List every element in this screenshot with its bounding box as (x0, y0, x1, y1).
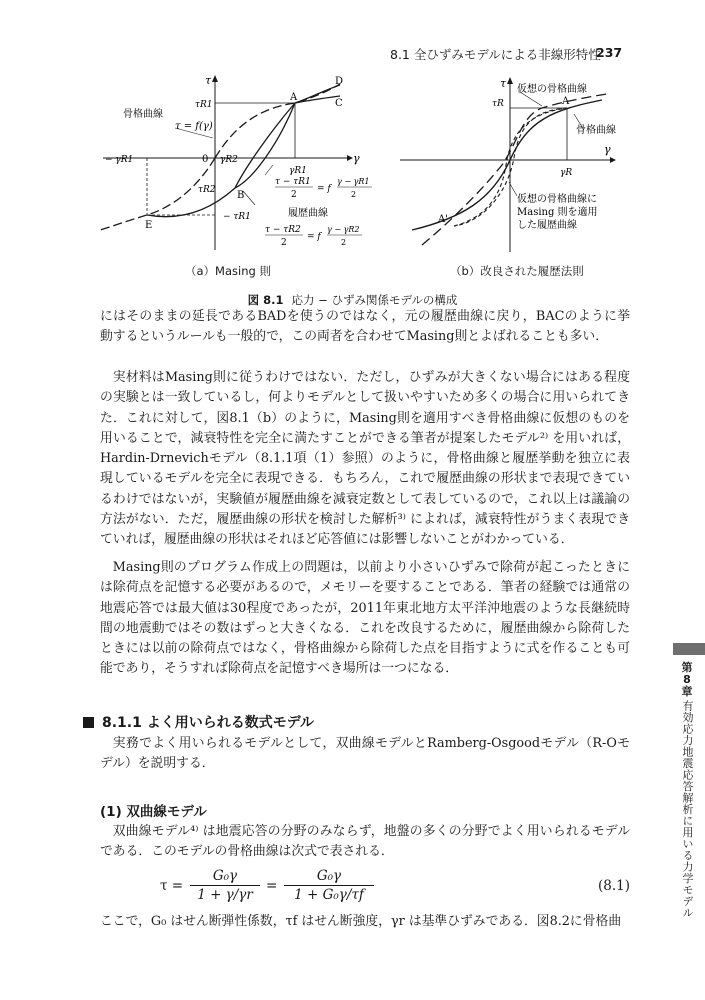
running-head-section: 8.1 全ひずみモデルによる非線形特性 (390, 47, 601, 62)
curve-AC (295, 96, 340, 103)
label-point-A: A (290, 92, 298, 103)
curve-AD (295, 85, 340, 103)
y-axis-arrow (507, 77, 513, 84)
equation-fraction-1 (190, 868, 260, 904)
eq2-equals-f: = f (307, 232, 321, 242)
eq1-denominator: 2 (291, 190, 297, 200)
paragraph-1: にはそのままの延長であるBADを使うのではなく，元の履歴曲線に戻り，BACのように挙動するというルールも一般的で，この両者を合わせてMasing則とよばれることも多い． (100, 309, 630, 345)
caption-panel-b: （b）改良された履歴法則 (450, 264, 584, 278)
page-number: 237 (596, 45, 623, 60)
fraction-2-denominator: 1 + G₀γ/τf (284, 885, 374, 904)
chapter-title: 有効応力地震応答解析に用いる力学モデル (681, 700, 694, 919)
chapter-number: 第8章 (681, 661, 693, 698)
label-origin: 0 (202, 154, 209, 165)
virtual-skeleton-curve (422, 94, 607, 245)
caption-panel-a: （a）Masing 則 (185, 264, 271, 278)
label-skeleton-eq: τ = f(γ) (175, 121, 213, 132)
section-title: 8.1.1 よく用いられる数式モデル (102, 715, 315, 731)
eq2-numerator: τ − τR2 (265, 225, 301, 235)
paragraph-3: Masing則のプログラム作成上の問題は，以前より小さいひずみで除荷が起こったときには除荷点を記憶する必要があるので，メモリーを要することである．筆者の経験では通常の地震応答では最大値は30程度であったが，2011年東北地方太平洋沖地震のような長継続時間の地震動ではその数はずっと大きくなる．これを改良するために，履歴曲線から除荷したときには以前の除荷点ではなく，骨格曲線から除荷した点を目指すように式を作ることも可能であり，そうすれば除荷点を記憶すべき場所は一つになる． (100, 560, 630, 677)
equation-fraction-2 (284, 868, 374, 904)
fraction-1-numerator: G₀γ (212, 868, 238, 884)
annotation-line-2: Masing 則を適用 (517, 207, 598, 218)
label-tau-r1: τR1 (195, 100, 213, 110)
eq2-denominator: 2 (281, 238, 287, 248)
leader-eq1 (265, 165, 273, 175)
figure-panel-a (85, 70, 375, 255)
label-skeleton: 骨格曲線 (123, 109, 163, 120)
paragraph-6: ここで，G₀ はせん断弾性係数，τf はせん断強度，γr は基準ひずみである．図8.2に骨格曲 (100, 914, 622, 929)
label-gamma-r1: γR1 (289, 166, 307, 176)
equation-lhs: τ = (160, 878, 184, 894)
label-gamma-r: γR (560, 168, 573, 178)
figure-caption-text: 応力 − ひずみ関係モデルの構成 (291, 293, 458, 307)
eq2-arg-num: γ − γR2 (327, 225, 360, 234)
annotation-line-3: した履歴曲線 (517, 220, 577, 231)
running-head (390, 45, 623, 63)
equation-8-1 (160, 868, 630, 906)
label-tau-r: τR (492, 99, 504, 109)
label-gamma-r2: γR2 (220, 155, 238, 165)
section-square-icon (83, 717, 94, 728)
section-heading (83, 712, 314, 732)
label-point-A: A (562, 96, 570, 107)
label-tau: τ (205, 74, 212, 87)
label-point-D: D (335, 76, 344, 87)
fraction-2-numerator: G₀γ (316, 868, 342, 884)
y-axis-arrow (212, 75, 218, 82)
label-neg-tau-r1: − τR1 (223, 212, 251, 222)
figure-panel-b (392, 70, 632, 255)
label-virtual-skeleton: 仮想の骨格曲線 (517, 84, 587, 95)
label-skeleton: 骨格曲線 (576, 125, 616, 136)
leader-eq2 (243, 191, 255, 205)
hysteresis-reloading-BA (235, 103, 295, 188)
chapter-tab (673, 643, 705, 655)
eq1-equals-f: = f (317, 184, 331, 194)
label-gamma: γ (604, 143, 611, 156)
x-axis-arrow (610, 157, 616, 163)
label-hysteresis: 履歴曲線 (288, 208, 328, 219)
eq1-arg-num: γ − γR1 (337, 177, 370, 186)
label-point-A-prime: A' (438, 214, 448, 225)
equation-equals: = (266, 878, 278, 894)
eq2-arg-den: 2 (341, 238, 347, 247)
fraction-1-denominator: 1 + γ/γr (190, 885, 260, 904)
annotation-line-1: 仮想の骨格曲線に (517, 194, 597, 205)
label-tau-r2: τR2 (198, 185, 216, 195)
eq1-numerator: τ − τR1 (275, 177, 311, 187)
label-tau: τ (500, 77, 507, 90)
paragraph-4: 実務でよく用いられるモデルとして，双曲線モデルとRamberg-Osgoodモデル（R-Oモデル）を説明する． (100, 736, 630, 772)
eq1-arg-den: 2 (351, 190, 357, 199)
label-point-E: E (145, 220, 153, 231)
paragraph-2: 実材料はMasing則に従うわけではない．ただし，ひずみが大きくない場合にはある程度の実験とは一致しているし，何よりモデルとして扱いやすいため多くの場合に用いられてきた．これに対して，図8.1（b）のように，Masing則を適用すべき骨格曲線に仮想のものを用いることで，減衰特性を完全に満たすことができる筆者が提案したモデル²⁾ を用いれば，Hardin-Drnevichモデル（8.1.1項（1）参照）のように，骨格曲線と履歴挙動を独立に表現しているモデルを完全に表現できる．もちろん，これで履歴曲線の形状まで表現できているわけではないが，実験値が履歴曲線を減衰定数として表しているので，これ以上は議論の方法がない．ただ，履歴曲線の形状を検討した解析³⁾ によれば，減衰特性がうまく表現できていれば，履歴曲線の形状はそれほど応答値には影響しないことがわかっている． (100, 370, 630, 548)
paragraph-5: 双曲線モデル⁴⁾ は地震応答の分野のみならず，地盤の多くの分野でよく用いられるモデルである．このモデルの骨格曲線は次式で表される． (100, 824, 630, 860)
label-gamma: γ (353, 152, 360, 165)
equation-number: (8.1) (597, 878, 630, 894)
label-point-C: C (335, 98, 343, 109)
label-neg-gamma-r1: − γR1 (105, 155, 134, 165)
label-point-B: B (237, 190, 245, 201)
skeleton-curve (215, 84, 340, 158)
figure-label: 図 8.1 (247, 293, 284, 307)
figure-caption (0, 292, 705, 308)
subsection-heading: (1) 双曲線モデル (100, 804, 207, 820)
